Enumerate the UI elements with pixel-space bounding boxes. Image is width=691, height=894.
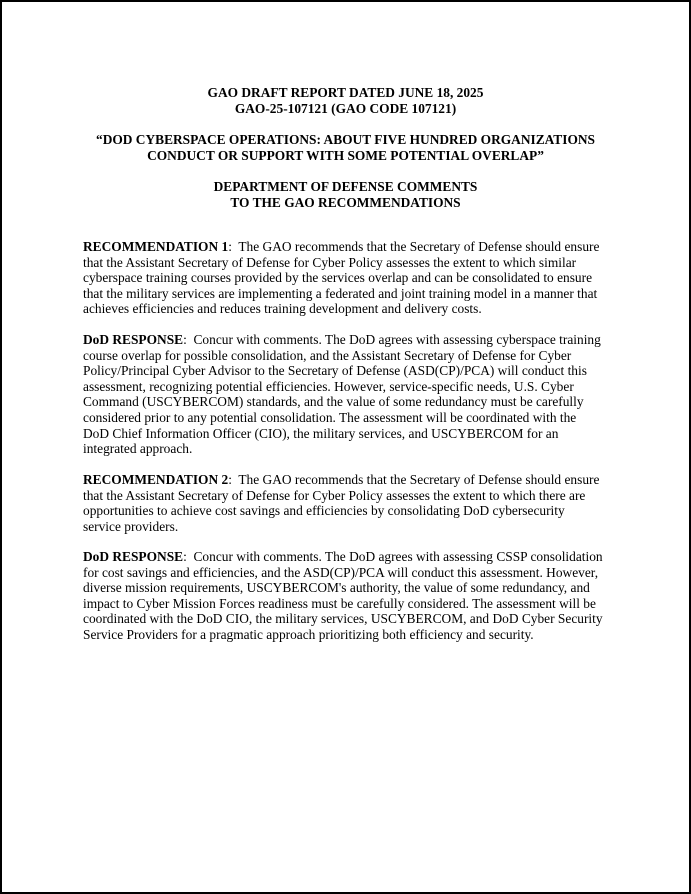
paragraph-line: that the military services are implementing a federated and joint training model in a manner that: [83, 285, 598, 301]
line-text: The GAO recommends that the Secretary of Defense should ensure: [238, 239, 600, 254]
paragraph-line: assessment, recognizing potential efficiencies. However, service-specific needs, U.S. Cyber: [83, 378, 574, 394]
response-label: DoD RESPONSE: [83, 332, 184, 347]
line-text: The GAO recommends that the Secretary of Defense should ensure: [238, 472, 600, 487]
report-name: [2, 132, 689, 163]
dod-response-1: [83, 332, 615, 457]
report-title-line: GAO DRAFT REPORT DATED JUNE 18, 2025: [207, 85, 484, 100]
paragraph-line: Service Providers for a pragmatic approach prioritizing both efficiency and security.: [83, 626, 534, 642]
paragraph-line: integrated approach.: [83, 441, 193, 457]
paragraph-line: that the Assistant Secretary of Defense for Cyber Policy assesses the extent to which similar: [83, 254, 577, 270]
paragraph-line: [83, 549, 615, 565]
dod-response-2: [83, 549, 615, 643]
label-separator: :: [228, 239, 239, 254]
paragraph-line: cyberspace training courses provided by the services overlap and can be consolidated to ensure: [83, 270, 593, 286]
paragraph-line: considered prior to any potential consolidation. The assessment will be coordinated with the: [83, 409, 577, 425]
comments-title-line: DEPARTMENT OF DEFENSE COMMENTS: [213, 179, 478, 194]
report-code-line: GAO-25-107121 (GAO CODE 107121): [234, 100, 457, 116]
paragraph-line: opportunities to achieve cost savings and efficiencies by consolidating DoD cybersecurity: [83, 503, 565, 519]
paragraph-line: Command (USCYBERCOM) standards, and the value of some redundancy must be carefully: [83, 394, 584, 410]
recommendation-2: [83, 472, 615, 534]
paragraph-line: achieves efficiencies and reduces training development and delivery costs.: [83, 301, 482, 317]
label-separator: :: [183, 332, 194, 347]
paragraph-line: diverse mission requirements, USCYBERCOM's authority, the value of some redundancy, and: [83, 580, 590, 596]
label-separator: :: [183, 549, 194, 564]
paragraph-line: impact to Cyber Mission Forces readiness must be carefully considered. The assessment will be: [83, 595, 596, 611]
paragraph-line: coordinated with the DoD CIO, the military services, USCYBERCOM, and DoD Cyber Security: [83, 611, 603, 627]
recommendation-label: RECOMMENDATION 2: [83, 472, 229, 487]
paragraph-line: [83, 332, 615, 348]
comments-title-line: TO THE GAO RECOMMENDATIONS: [230, 194, 461, 210]
paragraph-line: DoD Chief Information Officer (CIO), the military services, and USCYBERCOM for an: [83, 425, 559, 441]
comments-title: [2, 179, 689, 210]
recommendation-label: RECOMMENDATION 1: [83, 239, 229, 254]
report-name-line: “DOD CYBERSPACE OPERATIONS: ABOUT FIVE HUNDRED ORGANIZATIONS: [96, 132, 595, 147]
report-name-line: CONDUCT OR SUPPORT WITH SOME POTENTIAL OVERLAP”: [147, 147, 544, 163]
response-label: DoD RESPONSE: [83, 549, 184, 564]
report-title: [2, 85, 689, 116]
paragraph-line: for cost savings and efficiencies, and the ASD(CP)/PCA will conduct this assessment. However,: [83, 564, 599, 580]
line-text: Concur with comments. The DoD agrees with assessing cyberspace training: [193, 332, 601, 347]
line-text: Concur with comments. The DoD agrees with assessing CSSP consolidation: [193, 549, 603, 564]
paragraph-line: Policy/Principal Cyber Advisor to the Secretary of Defense (ASD(CP)/PCA) will conduct this: [83, 363, 587, 379]
paragraph-line: [83, 472, 615, 488]
recommendation-1: [83, 239, 615, 317]
paragraph-line: service providers.: [83, 518, 179, 534]
label-separator: :: [228, 472, 239, 487]
paragraph-line: course overlap for possible consolidation, and the Assistant Secretary of Defense for Cyber: [83, 347, 572, 363]
paragraph-line: that the Assistant Secretary of Defense for Cyber Policy assesses the extent to which there are: [83, 487, 586, 503]
paragraph-line: [83, 239, 615, 255]
